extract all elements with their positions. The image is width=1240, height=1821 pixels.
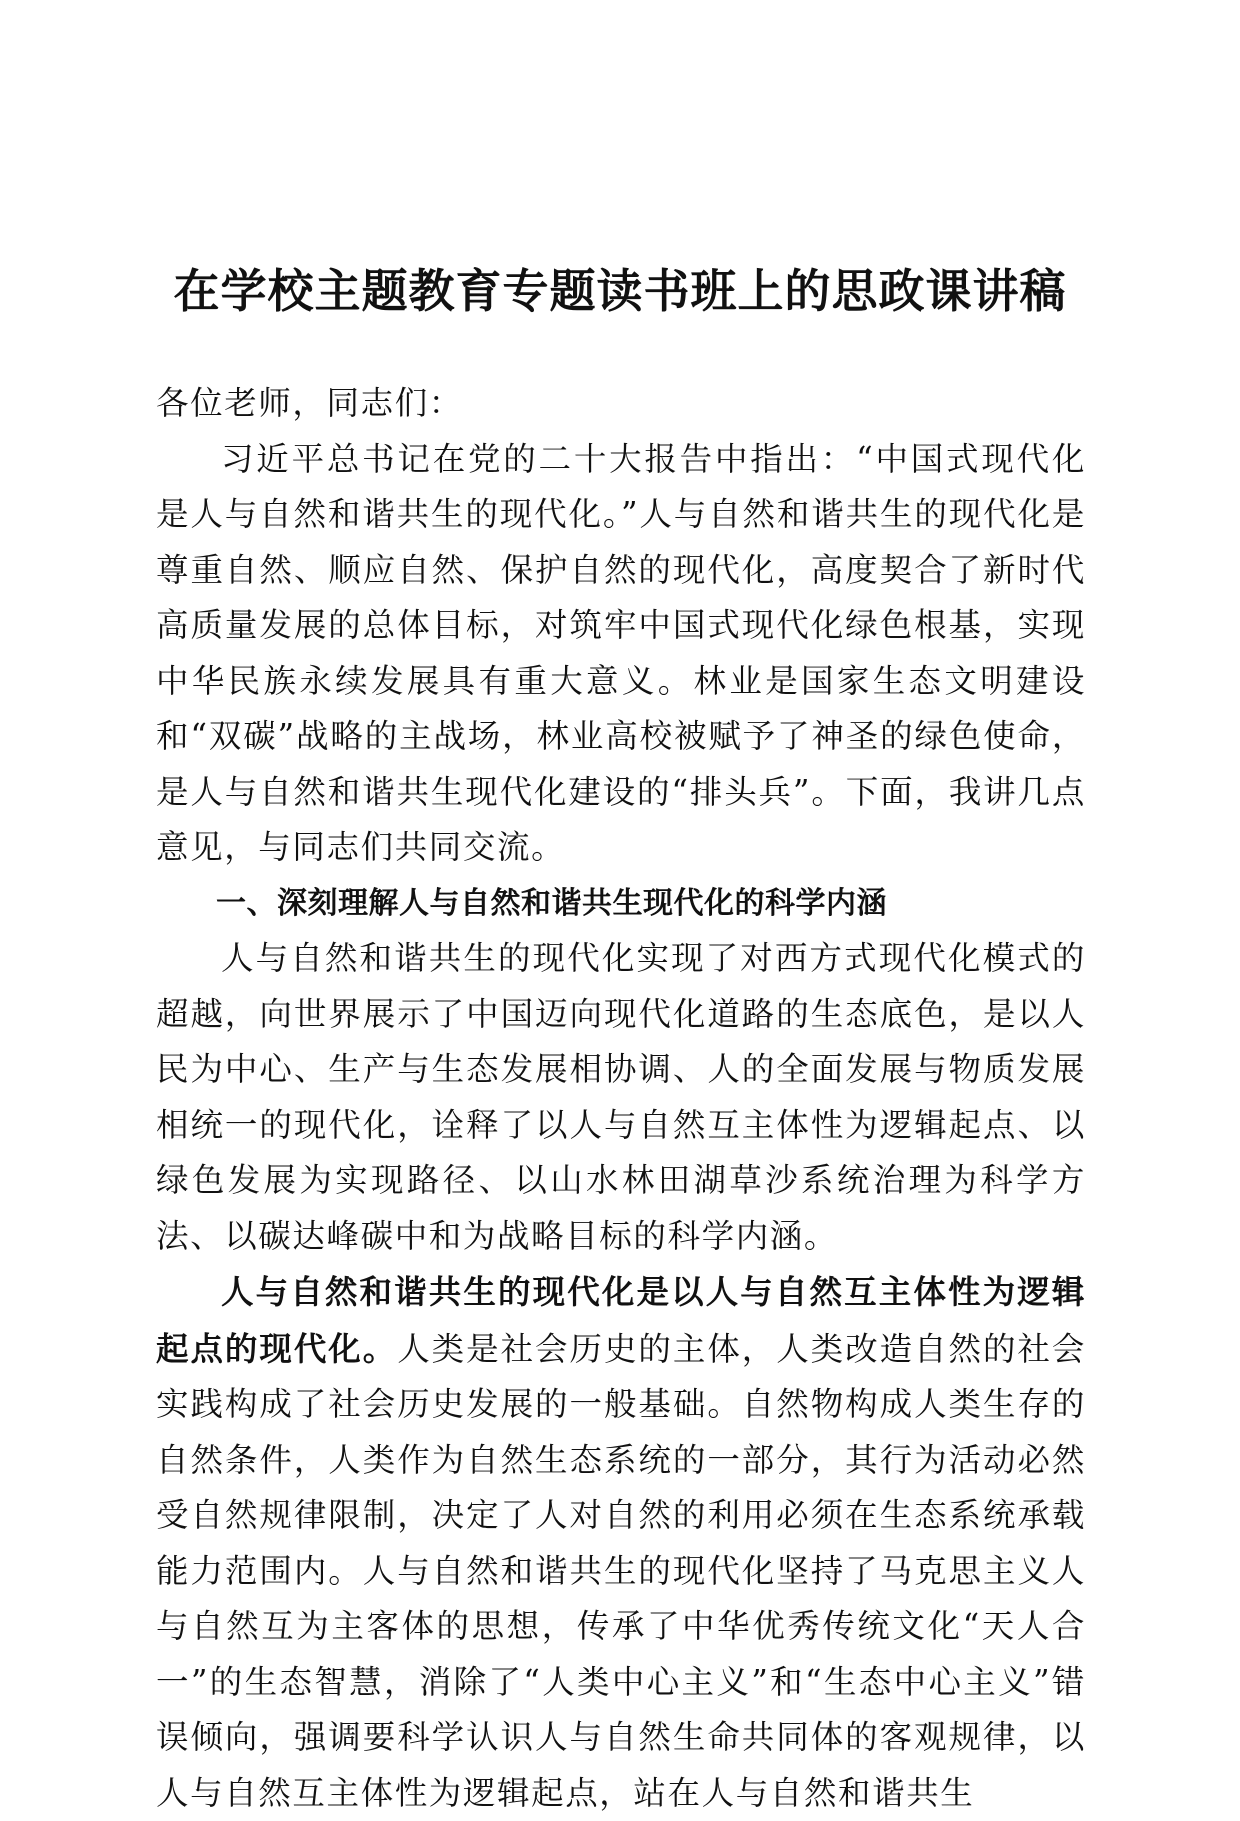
page-title: 在学校主题教育专题读书班上的思政课讲稿	[173, 263, 1067, 318]
section-paragraph: 人与自然和谐共生的现代化实现了对西方式现代化模式的超越，向世界展示了中国迈向现代化道路的生态底色，是以人民为中心、生产与生态发展相协调、人的全面发展与物质发展相统一的现代化，诠释了以人与自然互主体性为逻辑起点、以绿色发展为实现路径、以山水林田湖草沙系统治理为科学方法、以碳达峰碳中和为战略目标的科学内涵。	[156, 939, 1086, 1255]
salutation: 各位老师，同志们：	[156, 384, 463, 422]
point-lead: 人与自然和谐共生的现代化是以人与自然互主体性为逻辑起点的现代化。	[156, 1272, 1086, 1368]
point-paragraph	[156, 1264, 1086, 1821]
document-body	[156, 376, 1086, 1821]
point-body: 人类是社会历史的主体，人类改造自然的社会实践构成了社会历史发展的一般基础。自然物构成人类生存的自然条件，人类作为自然生态系统的一部分，其行为活动必然受自然规律限制，决定了人对自然的利用必须在生态系统承载能力范围内。人与自然和谐共生的现代化坚持了马克思主义人与自然互为主客体的思想，传承了中华优秀传统文化“天人合一”的生态智慧，消除了“人类中心主义”和“生态中心主义”错误倾向，强调要科学认识人与自然生命共同体的客观规律，以人与自然互主体性为逻辑起点，站在人与自然和谐共生	[156, 1329, 1086, 1812]
section-heading: 一、深刻理解人与自然和谐共生现代化的科学内涵	[216, 885, 887, 921]
intro-paragraph: 习近平总书记在党的二十大报告中指出：“中国式现代化是人与自然和谐共生的现代化。”人与自然和谐共生的现代化是尊重自然、顺应自然、保护自然的现代化，高度契合了新时代高质量发展的总体目标，对筑牢中国式现代化绿色根基，实现中华民族永续发展具有重大意义。林业是国家生态文明建设和“双碳”战略的主战场，林业高校被赋予了神圣的绿色使命，是人与自然和谐共生现代化建设的“排头兵”。下面，我讲几点意见，与同志们共同交流。	[156, 439, 1086, 866]
